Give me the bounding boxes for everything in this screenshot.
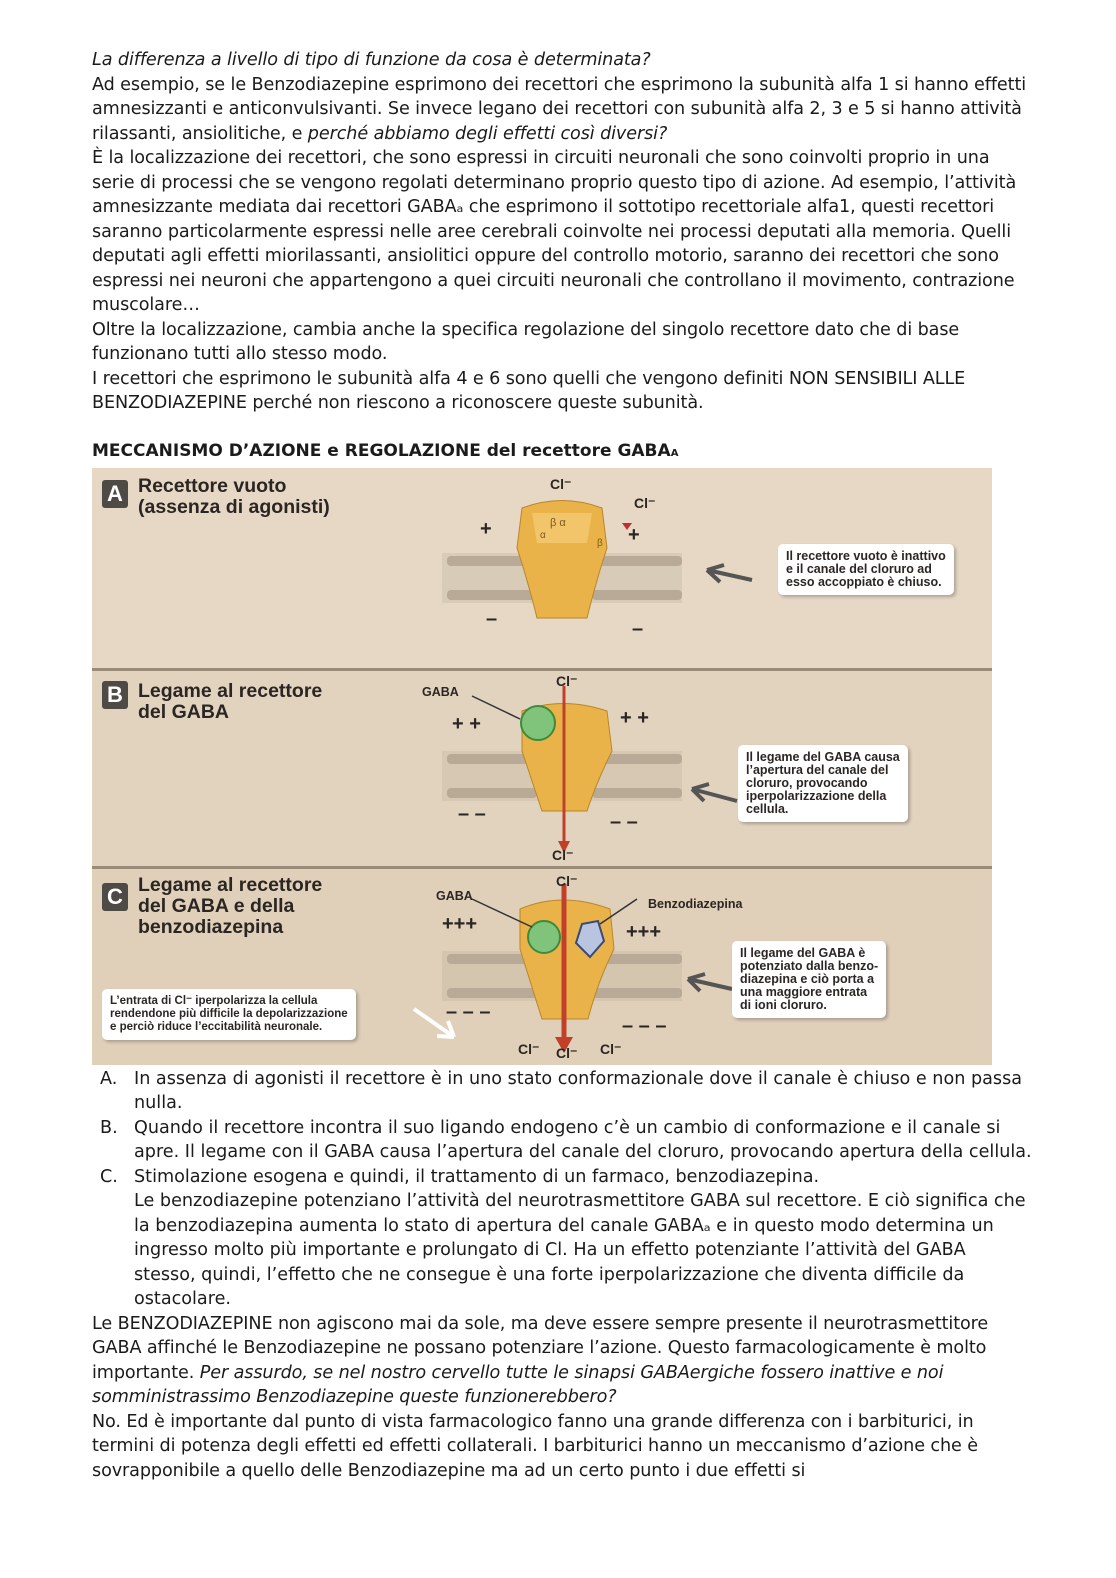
panel-title: Legame al recettore del GABA e della benzodiazepina — [138, 873, 323, 938]
list-item — [92, 1116, 1032, 1165]
paragraph-text: Ad esempio, se le Benzodiazepine esprimono dei recettori che esprimono la subunità alfa 1 si hanno effetti amnesizzanti e anticonvulsivanti. Se invece legano dei recettori con subunità alfa 2, 3 e 5 si hanno attività rilassanti, ansiolitiche, e — [92, 74, 1027, 144]
svg-text:α: α — [540, 529, 546, 541]
document-page — [92, 48, 1032, 1483]
paragraph — [92, 73, 1032, 147]
section-heading — [92, 439, 1032, 466]
panel-b — [92, 671, 992, 866]
explanation-list — [92, 1067, 1032, 1312]
charge-sign: – – — [458, 802, 486, 825]
svg-text:β: β — [597, 537, 603, 549]
gaba-label: GABA — [422, 684, 459, 699]
callout-box-left: L’entrata di Cl⁻ iperpolarizza la cellula rendendone più difficile la depolarizzazione e perciò riduce l’eccitabilità neuronale. — [102, 989, 356, 1040]
benzodiazepine-label: Benzodiazepina — [648, 896, 743, 911]
panel-title: Recettore vuoto (assenza di agonisti) — [138, 474, 330, 518]
panel-title: Legame al recettore del GABA — [138, 679, 323, 723]
list-marker: B. — [100, 1117, 118, 1138]
chloride-label: Cl⁻ — [556, 1044, 578, 1061]
list-text-extra: Le benzodiazepine potenziano l’attività del neurotrasmettitore GABA sul recettore. E ciò significa che la benzodiazepina aumenta lo stato di apertura del canale GABAₐ e in questo modo determina un ingresso molto più importante e prolungato di Cl. Ha un effetto potenziante l’attività del GABA stesso, quindi, l’effetto che ne consegue è una forte iperpolarizzazione che diventa difficile da ostacolare. — [134, 1191, 1026, 1309]
paragraph: È la localizzazione dei recettori, che sono espressi in circuiti neuronali che sono coinvolti proprio in una serie di processi che se vengono regolati determinano proprio questo tipo di azione. Ad esempio, l’attività amnesizzante mediata dai recettori GABAₐ che esprimono il sottotipo recettoriale alfa1, questi recettori saranno particolarmente espressi nelle aree cerebrali coinvolte nei processi deputati alla memoria. Quelli deputati agli effetti miorilassanti, ansiolitici oppure del controllo motorio, saranno dei recettori che sono espressi nei neuroni che appartengono a quei circuiti neuronali che controllano il movimento, contrazione muscolare… — [92, 148, 1017, 315]
charge-sign: – – — [610, 810, 638, 833]
callout-box: Il recettore vuoto è inattivo e il canale del cloruro ad esso accoppiato è chiuso. — [778, 544, 954, 595]
charge-sign: – – – — [622, 1014, 667, 1037]
gaba-label: GABA — [436, 888, 473, 903]
chloride-label: Cl⁻ — [518, 1040, 540, 1057]
panel-letter: B — [102, 681, 128, 709]
paragraph-italic: perché abbiamo degli effetti così diversi? — [307, 123, 668, 144]
svg-text:β α: β α — [550, 516, 566, 529]
panel-letter: A — [102, 480, 128, 508]
charge-sign: – — [486, 607, 498, 630]
chloride-label: Cl⁻ — [556, 872, 578, 889]
heading-subscript: A — [670, 447, 679, 459]
charge-sign: +++ — [626, 920, 662, 943]
paragraph — [92, 1312, 1032, 1410]
paragraph: Oltre la localizzazione, cambia anche la specifica regolazione del singolo recettore dato che di base funzionano tutti allo stesso modo. — [92, 319, 960, 364]
list-text: In assenza di agonisti il recettore è in uno stato conformazionale dove il canale è chiuso e non passa nulla. — [134, 1068, 1023, 1113]
paragraph-text: Le BENZODIAZEPINE non agiscono mai da sole, ma deve essere sempre presente il neurotrasmettitore GABA affinché le Benzodiazepine ne possano potenziare l’azione. Questo farmacologicamente è molto importante. — [92, 1313, 989, 1383]
question-text: La differenza a livello di tipo di funzione da cosa è determinata? — [92, 50, 651, 70]
panel-a — [92, 468, 992, 668]
charge-sign: + — [628, 523, 640, 546]
chloride-label: Cl⁻ — [556, 672, 578, 689]
list-text: Quando il recettore incontra il suo ligando endogeno c’è un cambio di conformazione e il canale si apre. Il legame con il GABA causa l’apertura del canale del cloruro, provocando apertura della cellula. — [134, 1117, 1032, 1162]
charge-sign: – – – — [446, 1000, 491, 1023]
charge-sign: + — [480, 517, 492, 540]
list-marker: A. — [100, 1068, 118, 1089]
list-text: Stimolazione esogena e quindi, il trattamento di un farmaco, benzodiazepina. — [134, 1166, 820, 1187]
paragraph-italic: Per assurdo, se nel nostro cervello tutte le sinapsi GABAergiche fossero inattive e noi somministrassimo Benzodiazepine queste funzionerebbero? — [92, 1362, 944, 1407]
paragraph: I recettori che esprimono le subunità alfa 4 e 6 sono quelli che vengono definiti NON SENSIBILI ALLE BENZODIAZEPINE perché non riescono a riconoscere queste subunità. — [92, 368, 966, 413]
charge-sign: + + — [620, 706, 649, 729]
charge-sign: + + — [452, 712, 481, 735]
paragraph: No. Ed è importante dal punto di vista farmacologico fanno una grande differenza con i barbiturici, in termini di potenza degli effetti ed effetti collaterali. I barbiturici hanno un meccanismo d’azione che è sovrapponibile a quello delle Benzodiazepine ma ad un certo punto i due effetti si — [92, 1411, 978, 1481]
chloride-label: Cl⁻ — [550, 475, 572, 492]
callout-box: Il legame del GABA è potenziato dalla benzo- diazepina e ciò porta a una maggiore entrata di ioni cloruro. — [732, 941, 886, 1018]
list-item — [92, 1067, 1032, 1116]
list-item — [92, 1165, 1032, 1312]
list-marker: C. — [100, 1166, 118, 1187]
charge-sign: +++ — [442, 912, 478, 935]
panel-letter: C — [102, 883, 128, 911]
heading-text: MECCANISMO D’AZIONE e REGOLAZIONE del recettore GABA — [92, 440, 671, 461]
charge-sign: – — [632, 617, 644, 640]
callout-box: Il legame del GABA causa l’apertura del canale del cloruro, provocando iperpolarizzazione della cellula. — [738, 745, 908, 822]
panel-c — [92, 869, 992, 1065]
chloride-label: Cl⁻ — [634, 494, 656, 511]
chloride-label: Cl⁻ — [552, 846, 574, 863]
chloride-label: Cl⁻ — [600, 1040, 622, 1057]
gaba-receptor-figure — [92, 468, 992, 1065]
